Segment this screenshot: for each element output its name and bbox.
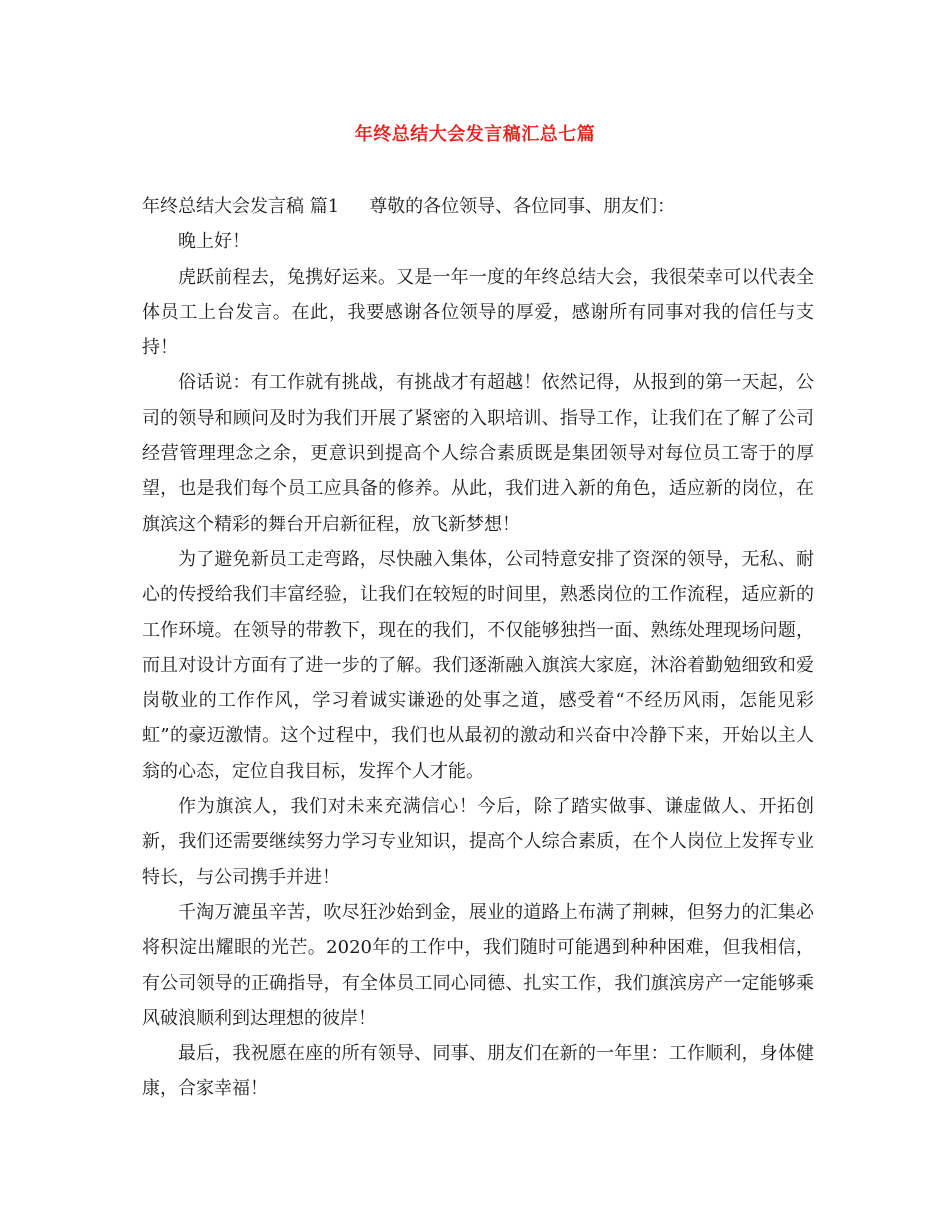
document-title: 年终总结大会发言稿汇总七篇	[354, 124, 596, 145]
section-heading: 年终总结大会发言稿 篇1	[142, 196, 340, 217]
paragraph: 最后，我祝愿在座的所有领导、同事、朋友们在新的一年里：工作顺利，身体健康，合家幸福！	[142, 1043, 814, 1100]
paragraph: 虎跃前程去，兔携好运来。又是一年一度的年终总结大会，我很荣幸可以代表全体员工上台发言。在此，我要感谢各位领导的厚爱，感谢所有同事对我的信任与支持！	[142, 266, 814, 359]
document-body	[142, 189, 814, 1107]
salutation: 尊敬的各位领导、各位同事、朋友们：	[369, 196, 676, 217]
first-line	[142, 189, 814, 224]
paragraph: 作为旗滨人，我们对未来充满信心！今后，除了踏实做事、谦虚做人、开拓创新，我们还需要继续努力学习专业知识，提高个人综合素质，在个人岗位上发挥专业特长，与公司携手并进！	[142, 796, 814, 888]
paragraph: 晚上好！	[178, 231, 250, 253]
paragraph: 千淘万漉虽辛苦，吹尽狂沙始到金，展业的道路上布满了荆棘，但努力的汇集必将积淀出耀眼的光芒。2020年的工作中，我们随时可能遇到种种困难，但我相信，有公司领导的正确指导，有全体员工同心同德、扎实工作，我们旗滨房产一定能够乘风破浪顺利到达理想的彼岸！	[142, 901, 814, 1029]
paragraph: 俗话说：有工作就有挑战，有挑战才有超越！依然记得，从报到的第一天起，公司的领导和顾问及时为我们开展了紧密的入职培训、指导工作，让我们在了解了公司经营管理理念之余，更意识到提高个人综合素质既是集团领导对每位员工寄于的厚望，也是我们每个员工应具备的修养。从此，我们进入新的角色，适应新的岗位，在旗滨这个精彩的舞台开启新征程，放飞新梦想！	[142, 372, 814, 535]
paragraph: 为了避免新员工走弯路，尽快融入集体，公司特意安排了资深的领导，无私、耐心的传授给我们丰富经验，让我们在较短的时间里，熟悉岗位的工作流程，适应新的工作环境。在领导的带教下，现在的我们，不仅能够独挡一面、熟练处理现场问题，而且对设计方面有了进一步的了解。我们逐渐融入旗滨大家庭，沐浴着勤勉细致和爱岗敬业的工作作风，学习着诚实谦逊的处事之道，感受着“不经历风雨，怎能见彩虹”的豪迈激情。这个过程中，我们也从最初的激动和兴奋中冷静下来，开始以主人翁的心态，定位自我目标，发挥个人才能。	[142, 548, 814, 782]
